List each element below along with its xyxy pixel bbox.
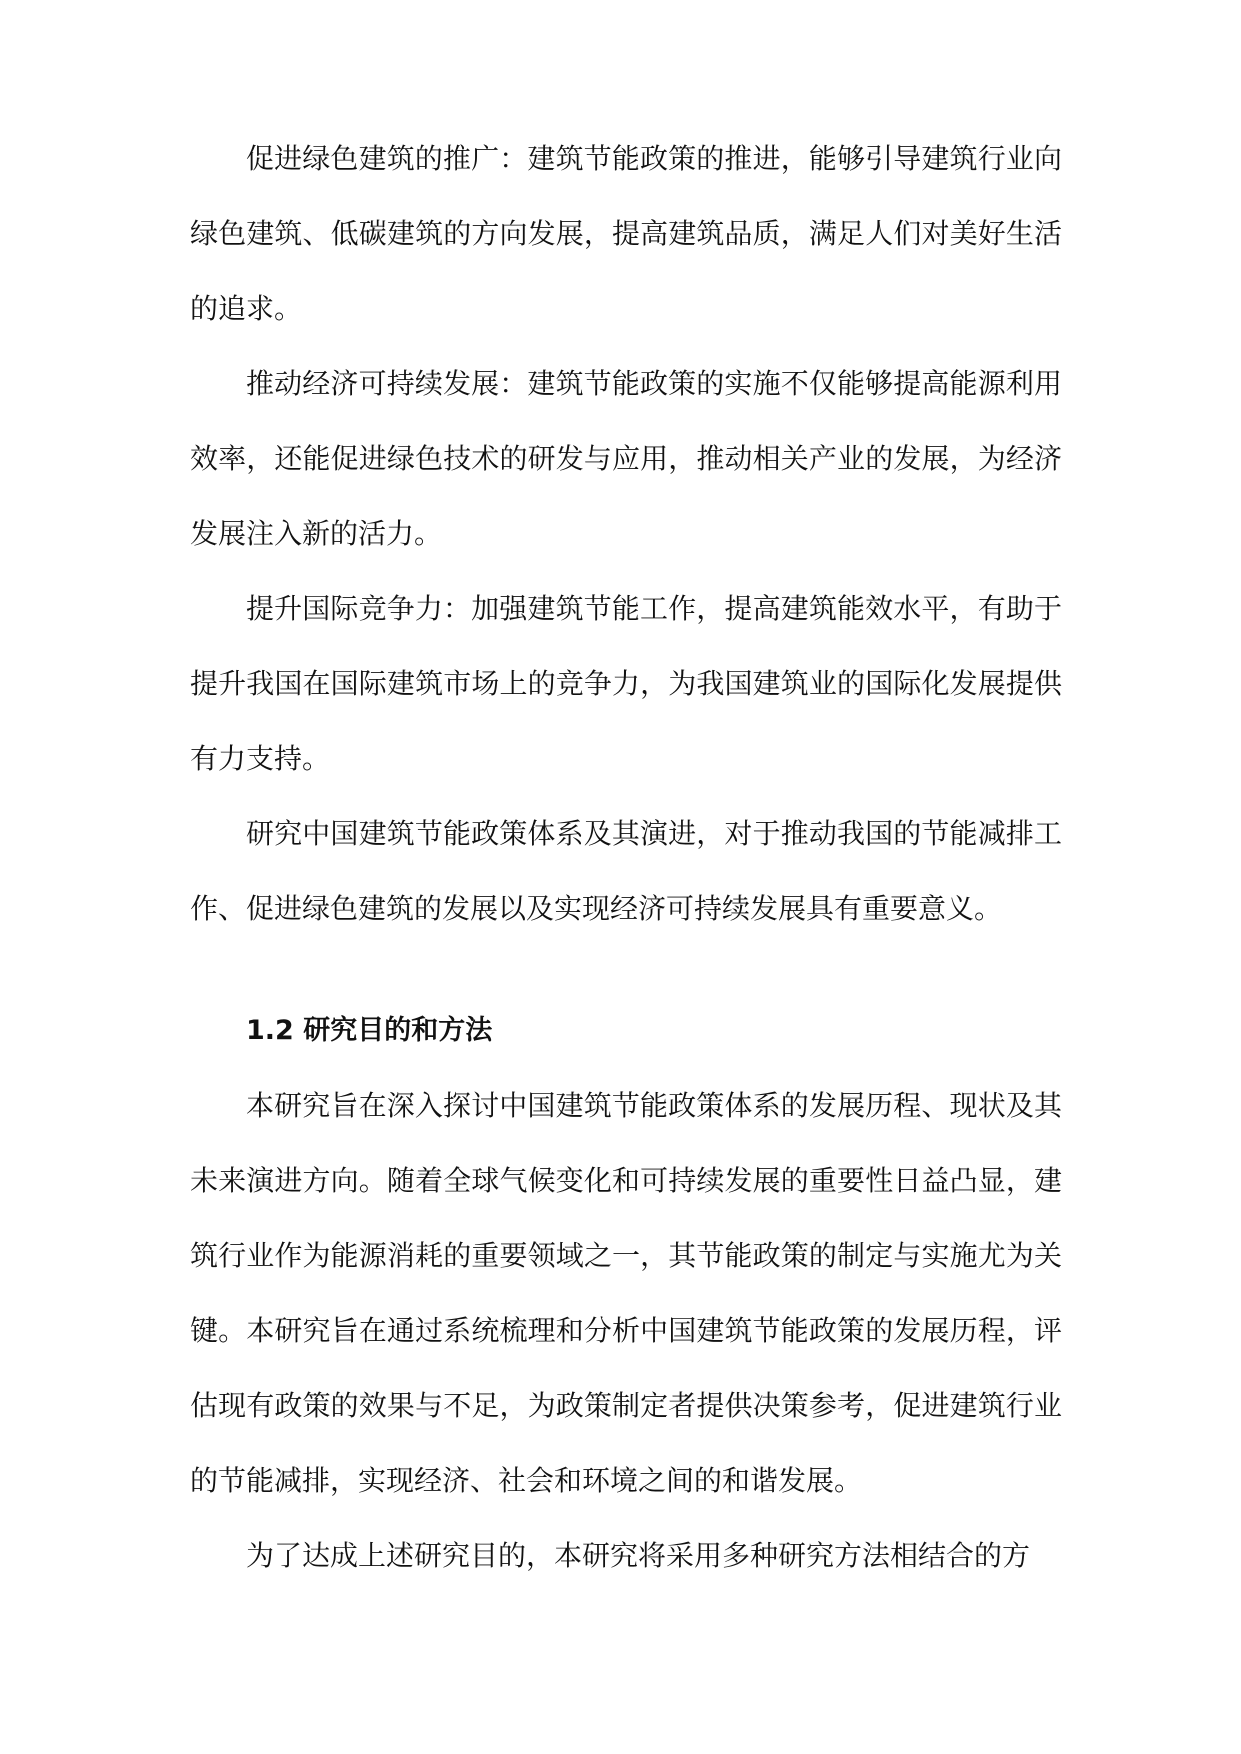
paragraph-research-purpose: 本研究旨在深入探讨中国建筑节能政策体系的发展历程、现状及其未来演进方向。随着全球气候变化和可持续发展的重要性日益凸显，建筑行业作为能源消耗的重要领域之一，其节能政策的制定与实施尤为关键。本研究旨在通过系统梳理和分析中国建筑节能政策的发展历程，评估现有政策的效果与不足，为政策制定者提供决策参考，促进建筑行业的节能减排，实现经济、社会和环境之间的和谐发展。 [190,1089,1062,1497]
paragraph-research-method: 为了达成上述研究目的，本研究将采用多种研究方法相结合的方 [246,1539,1031,1572]
paragraph-green-building: 促进绿色建筑的推广：建筑节能政策的推进，能够引导建筑行业向绿色建筑、低碳建筑的方向发展，提高建筑品质，满足人们对美好生活的追求。 [190,142,1062,325]
paragraph-sustainable-economy: 推动经济可持续发展：建筑节能政策的实施不仅能够提高能源利用效率，还能促进绿色技术的研发与应用，推动相关产业的发展，为经济发展注入新的活力。 [190,367,1062,550]
section-heading: 1.2 研究目的和方法 [246,1015,493,1046]
upper-text-block [190,121,1062,946]
paragraph-international-competitiveness: 提升国际竞争力：加强建筑节能工作，提高建筑能效水平，有助于提升我国在国际建筑市场上的竞争力，为我国建筑业的国际化发展提供有力支持。 [190,592,1062,775]
lower-text-block [190,993,1062,1593]
paragraph-significance: 研究中国建筑节能政策体系及其演进，对于推动我国的节能减排工作、促进绿色建筑的发展以及实现经济可持续发展具有重要意义。 [190,817,1062,925]
